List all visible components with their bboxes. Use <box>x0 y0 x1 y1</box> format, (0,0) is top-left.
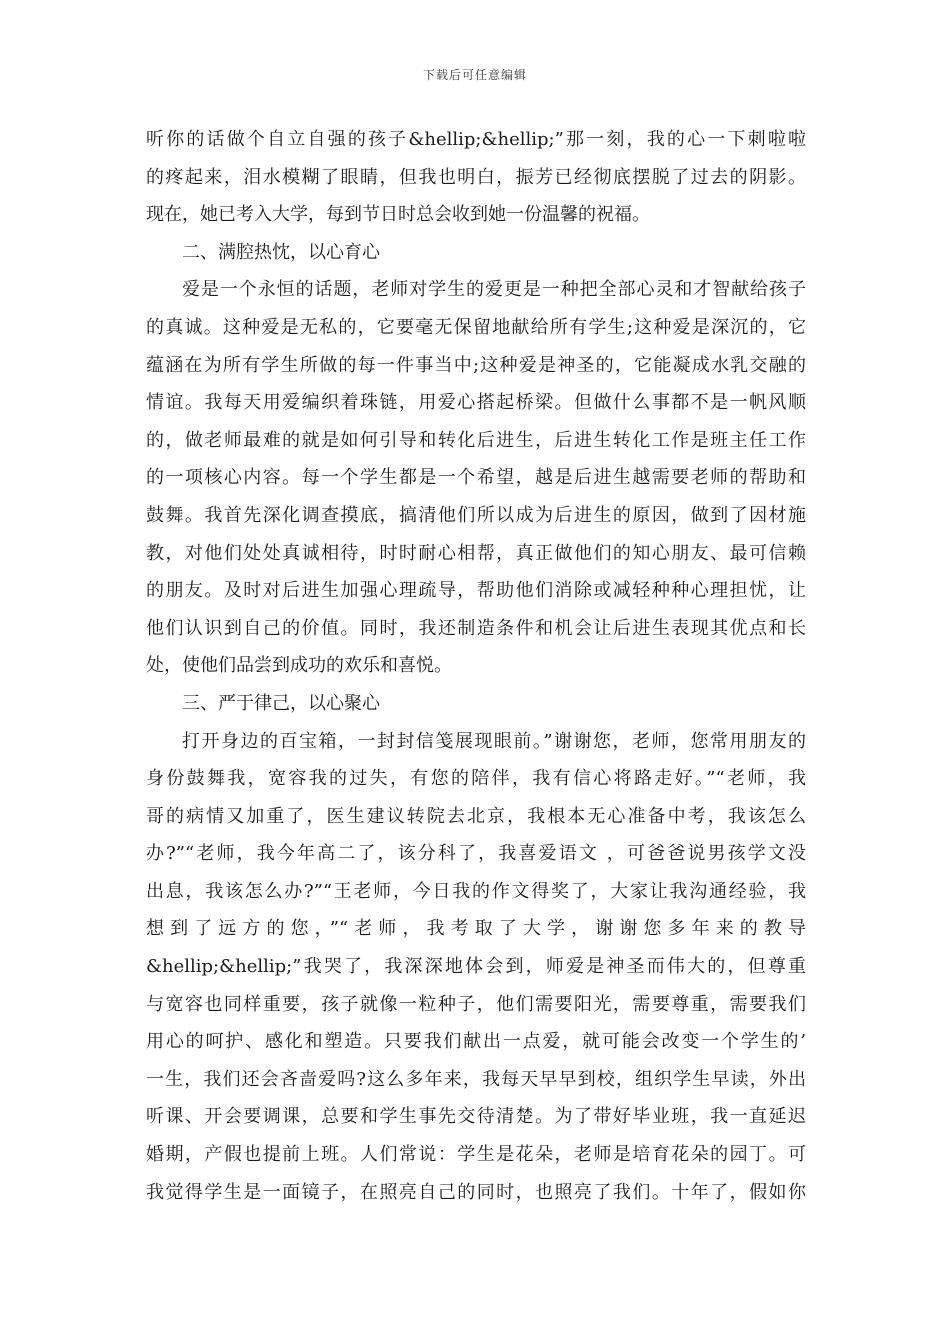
text-line: 的一项核心内容。每一个学生都是一个希望，越是后进生越需要老师的帮助和 <box>146 467 806 489</box>
text-line: 用心的呵护、感化和塑造。只要我们献出一点爱，就可能会改变一个学生的’ <box>146 1031 806 1053</box>
text-line: 办?”“老师，我今年高二了，该分科了，我喜爱语文 ，可爸爸说男孩学文没 <box>146 843 806 865</box>
text-line: 爱是一个永恒的话题，老师对学生的爱更是一种把全部心灵和才智献给孩子 <box>182 279 806 301</box>
text-line: 的，做老师最难的就是如何引导和转化后进生，后进生转化工作是班主任工作 <box>146 429 806 451</box>
text-line: 处，使他们品尝到成功的欢乐和喜悦。 <box>146 655 452 677</box>
text-line: 的朋友。及时对后进生加强心理疏导，帮助他们消除或减轻种种心理担忧，让 <box>146 580 806 602</box>
text-line: 哥的病情又加重了，医生建议转院去北京，我根本无心准备中考，我该怎么 <box>146 805 806 827</box>
text-line: 出息，我该怎么办?”“王老师，今日我的作文得奖了，大家让我沟通经验，我 <box>146 880 806 902</box>
document-body <box>146 121 806 1211</box>
text-line: 与宽容也同样重要，孩子就像一粒种子，他们需要阳光，需要尊重，需要我们 <box>146 993 806 1015</box>
text-line: &hellip;&hellip;”我哭了，我深深地体会到，师爱是神圣而伟大的，但尊重 <box>146 956 806 978</box>
text-line: 的疼起来，泪水模糊了眼睛，但我也明白，振芳已经彻底摆脱了过去的阴影。 <box>146 166 806 188</box>
text-line: 身份鼓舞我，宽容我的过失，有您的陪伴，我有信心将路走好。”“老师，我 <box>146 768 806 790</box>
text-line: 鼓舞。我首先深化调查摸底，搞清他们所以成为后进生的原因，做到了因材施 <box>146 504 806 526</box>
text-line: 我觉得学生是一面镜子，在照亮自己的同时，也照亮了我们。十年了，假如你 <box>146 1181 806 1203</box>
text-line: 情谊。我每天用爱编织着珠链，用爱心搭起桥梁。但做什么事都不是一帆风顺 <box>146 392 806 414</box>
page-header: 下载后可任意编辑 <box>422 68 527 82</box>
text-line: 教，对他们处处真诚相待，时时耐心相帮，真正做他们的知心朋友、最可信赖 <box>146 542 806 564</box>
text-line: 现在，她已考入大学，每到节日时总会收到她一份温馨的祝福。 <box>146 204 650 226</box>
text-line: 他们认识到自己的价值。同时，我还制造条件和机会让后进生表现其优点和长 <box>146 617 806 639</box>
text-line: 蕴涵在为所有学生所做的每一件事当中;这种爱是神圣的，它能凝成水乳交融的 <box>146 354 806 376</box>
section-heading: 三、严于律己，以心聚心 <box>182 692 380 714</box>
text-line: 听你的话做个自立自强的孩子&hellip;&hellip;”那一刻，我的心一下刺啦啦 <box>146 129 806 150</box>
text-line: 打开身边的百宝箱，一封封信笺展现眼前。”谢谢您，老师，您常用朋友的 <box>182 730 806 752</box>
text-line: 想到了远方的您，”“老师，我考取了大学，谢谢您多年来的教导 <box>146 918 806 940</box>
text-line: 一生，我们还会吝啬爱吗?这么多年来，我每天早早到校，组织学生早读，外出 <box>146 1068 806 1090</box>
text-line: 听课、开会要调课，总要和学生事先交待清楚。为了带好毕业班，我一直延迟 <box>146 1106 806 1128</box>
text-line: 的真诚。这种爱是无私的，它要毫无保留地献给所有学生;这种爱是深沉的，它 <box>146 316 806 338</box>
section-heading: 二、满腔热忱，以心育心 <box>182 241 380 263</box>
text-line: 婚期，产假也提前上班。人们常说：学生是花朵，老师是培育花朵的园丁。可 <box>146 1144 806 1166</box>
